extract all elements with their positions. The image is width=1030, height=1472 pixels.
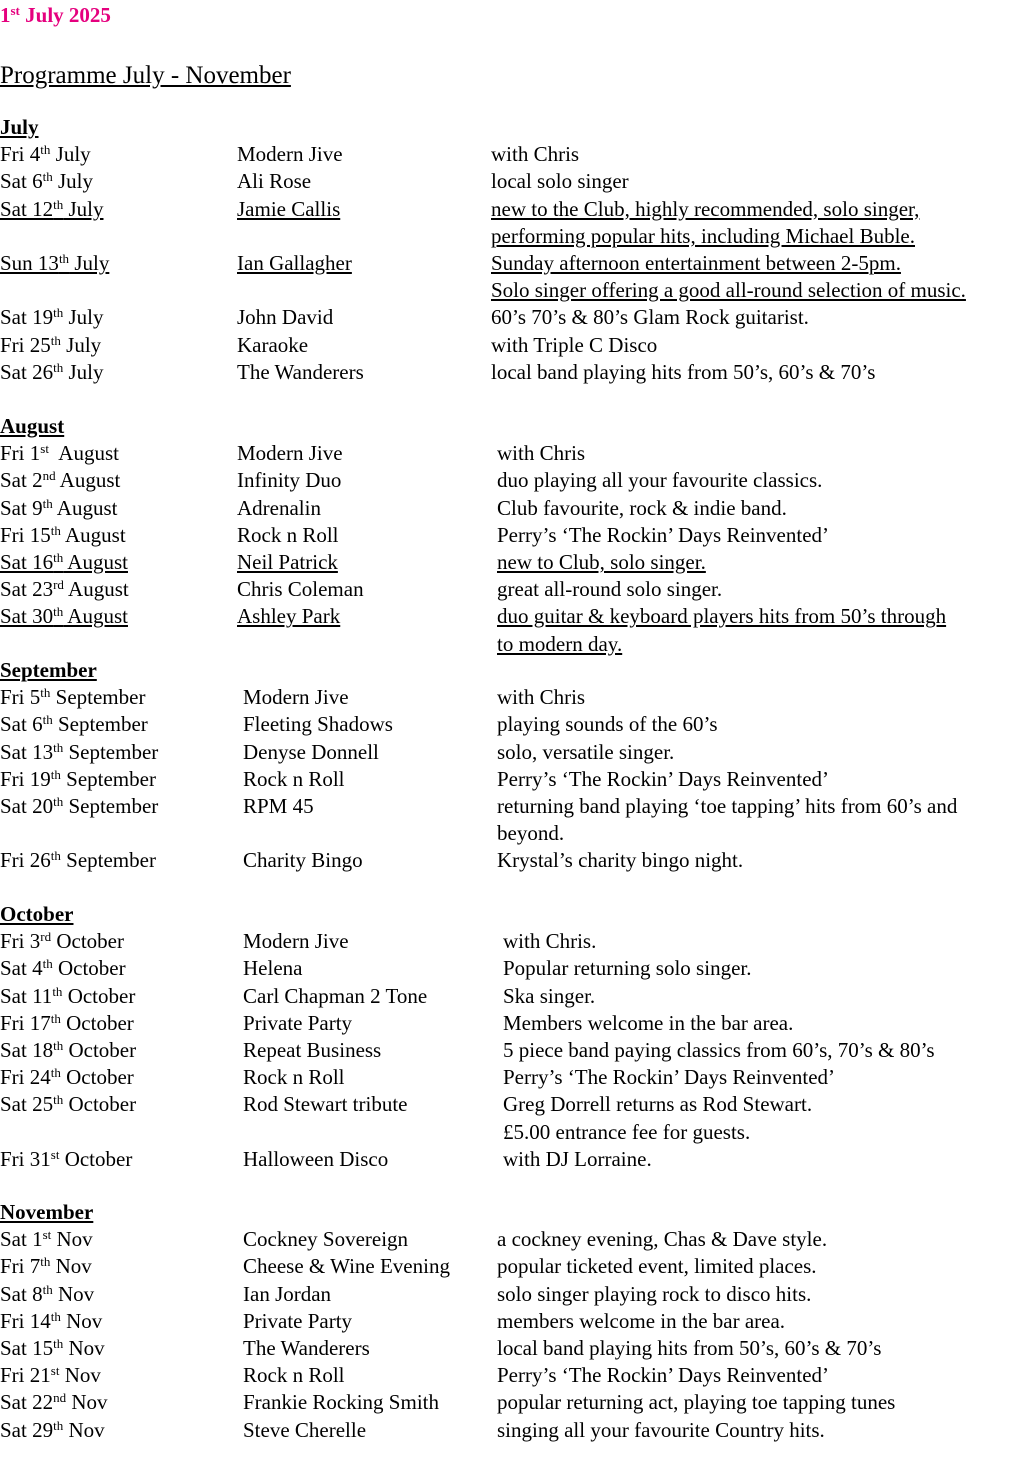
event-day: Sat 15: [0, 1336, 54, 1360]
event-act: Modern Jive: [237, 142, 343, 167]
event-act: Repeat Business: [243, 1038, 382, 1062]
event-act: Denyse Donnell: [243, 739, 379, 764]
event-act: Frankie Rocking Smith: [243, 1390, 439, 1415]
event-ordinal-suffix: nd: [53, 1390, 67, 1406]
event-description: duo guitar & keyboard players hits from 50’s through: [497, 604, 947, 629]
event-day: Fri 4: [0, 142, 41, 167]
event-ordinal-suffix: th: [50, 1065, 61, 1081]
event-ordinal-suffix: nd: [42, 468, 56, 484]
event-day: Fri 25: [0, 332, 51, 357]
event-description: Perry’s ‘The Rockin’ Days Reinvented’: [497, 522, 830, 547]
event-ordinal-suffix: th: [42, 1281, 53, 1297]
event-act: Ali Rose: [237, 169, 312, 194]
month-heading: July: [0, 115, 39, 139]
event-day: Fri 1: [0, 441, 41, 466]
event-date: [0, 1064, 134, 1091]
event-ordinal-suffix: th: [53, 1336, 64, 1351]
month-heading: October: [0, 902, 74, 926]
event-act: Cheese & Wine Evening: [243, 1254, 450, 1279]
event-ordinal-suffix: th: [53, 1038, 64, 1053]
event-description: Solo singer offering a good all-round selection of music.: [491, 278, 966, 303]
event-act: Private Party: [243, 1010, 353, 1035]
event-ordinal-suffix: th: [40, 685, 51, 701]
event-date: [0, 603, 128, 630]
event-month: July: [60, 332, 102, 357]
event-day: Sat 20: [0, 794, 54, 818]
date-ordinal-suffix: st: [10, 3, 20, 18]
event-day: Fri 24: [0, 1065, 51, 1090]
event-day: Sat 30: [0, 604, 54, 629]
event-month: September: [52, 712, 148, 737]
event-act: Karaoke: [237, 332, 309, 357]
event-act: Modern Jive: [243, 685, 349, 710]
event-ordinal-suffix: th: [40, 142, 51, 158]
event-act: Jamie Callis: [237, 196, 341, 221]
date-day: 1: [0, 3, 11, 27]
event-description: duo playing all your favourite classics.: [497, 468, 823, 493]
event-month: October: [51, 929, 124, 954]
event-description: Popular returning solo singer.: [503, 956, 752, 981]
event-month: August: [52, 495, 118, 520]
event-description: singing all your favourite Country hits.: [497, 1417, 825, 1442]
event-day: Fri 14: [0, 1308, 51, 1333]
event-act: Ian Gallagher: [237, 251, 352, 275]
page-title: Programme July - November: [0, 62, 291, 89]
event-description: Ska singer.: [503, 983, 596, 1008]
event-date: [0, 1389, 108, 1416]
event-act: Rock n Roll: [243, 1363, 345, 1388]
event-day: Fri 15: [0, 522, 51, 547]
event-description: Perry’s ‘The Rockin’ Days Reinvented’: [497, 1363, 830, 1388]
event-date: [0, 1281, 94, 1308]
event-day: Sat 18: [0, 1038, 54, 1062]
event-description: Perry’s ‘The Rockin’ Days Reinvented’: [497, 766, 830, 791]
event-day: Sat 11: [0, 983, 53, 1008]
event-ordinal-suffix: th: [53, 196, 64, 212]
event-act: Ian Jordan: [243, 1281, 332, 1306]
event-month: August: [60, 522, 126, 547]
event-date: [0, 739, 158, 766]
event-day: Fri 17: [0, 1010, 51, 1035]
event-day: Sat 4: [0, 956, 43, 981]
event-date: [0, 522, 126, 549]
event-description: popular ticketed event, limited places.: [497, 1254, 817, 1279]
event-act: The Wanderers: [243, 1336, 370, 1360]
event-ordinal-suffix: st: [50, 1146, 60, 1162]
event-description: with Triple C Disco: [491, 332, 658, 357]
event-description: solo, versatile singer.: [497, 739, 675, 764]
event-ordinal-suffix: th: [50, 332, 61, 348]
event-ordinal-suffix: th: [53, 604, 64, 620]
event-description: a cockney evening, Chas & Dave style.: [497, 1227, 828, 1252]
event-description: with Chris: [497, 441, 586, 466]
event-date: [0, 928, 124, 955]
event-date: [0, 684, 145, 711]
event-description: 60’s 70’s & 80’s Glam Rock guitarist.: [491, 305, 809, 330]
event-month: September: [60, 848, 156, 873]
event-month: October: [60, 1010, 134, 1035]
event-date: [0, 440, 119, 467]
event-day: Sat 6: [0, 712, 43, 737]
event-date: [0, 495, 117, 522]
event-ordinal-suffix: th: [58, 251, 70, 266]
event-month: Nov: [59, 1363, 101, 1388]
event-description: Club favourite, rock & indie band.: [497, 495, 787, 520]
event-act: Modern Jive: [243, 929, 349, 954]
event-day: Sun 13: [0, 251, 59, 275]
event-act: Charity Bingo: [243, 848, 363, 873]
event-month: October: [60, 1065, 134, 1090]
event-day: Sat 6: [0, 169, 43, 194]
event-day: Sat 13: [0, 739, 54, 764]
event-day: Sat 16: [0, 550, 54, 574]
event-month: Nov: [50, 1254, 92, 1279]
event-day: Fri 26: [0, 848, 51, 873]
event-month: September: [63, 794, 159, 818]
event-date: [0, 1037, 136, 1064]
event-act: Rock n Roll: [243, 1065, 345, 1090]
event-act: John David: [237, 305, 334, 330]
event-date: [0, 1010, 134, 1037]
event-ordinal-suffix: th: [50, 1010, 61, 1026]
event-ordinal-suffix: th: [50, 848, 61, 864]
event-description: new to Club, solo singer.: [497, 550, 706, 574]
event-description: Perry’s ‘The Rockin’ Days Reinvented’: [503, 1065, 836, 1090]
event-date: [0, 1091, 136, 1118]
event-month: July: [69, 251, 110, 275]
event-ordinal-suffix: th: [40, 1254, 51, 1270]
event-ordinal-suffix: th: [53, 305, 64, 321]
event-month: August: [63, 577, 129, 602]
event-month: Nov: [52, 1281, 95, 1306]
event-month: July: [52, 169, 93, 194]
event-day: Fri 5: [0, 685, 41, 710]
event-date: [0, 793, 158, 820]
event-date: [0, 847, 156, 874]
event-description: returning band playing ‘toe tapping’ hits from 60’s and: [497, 794, 958, 818]
event-date: [0, 576, 129, 603]
event-month: Nov: [63, 1336, 105, 1360]
event-date: [0, 955, 126, 982]
event-description: playing sounds of the 60’s: [497, 712, 718, 737]
event-day: Fri 31: [0, 1146, 51, 1171]
event-ordinal-suffix: th: [53, 359, 64, 375]
event-ordinal-suffix: th: [50, 1308, 61, 1324]
event-act: Neil Patrick: [237, 550, 338, 574]
event-day: Fri 19: [0, 766, 51, 791]
month-heading: November: [0, 1200, 94, 1224]
event-ordinal-suffix: th: [42, 495, 53, 511]
event-date: [0, 983, 135, 1010]
event-month: October: [52, 956, 126, 981]
event-day: Sat 19: [0, 305, 54, 330]
event-act: Infinity Duo: [237, 468, 342, 493]
event-description: popular returning act, playing toe tapping tunes: [497, 1390, 896, 1415]
event-date: [0, 141, 91, 168]
event-act: Modern Jive: [237, 441, 343, 466]
event-ordinal-suffix: th: [42, 956, 53, 972]
event-ordinal-suffix: rd: [53, 577, 64, 593]
event-description: local solo singer: [491, 169, 629, 194]
event-date: [0, 1146, 132, 1173]
event-day: Sat 29: [0, 1417, 54, 1442]
event-description: beyond.: [497, 821, 565, 846]
event-day: Sat 8: [0, 1281, 43, 1306]
event-date: [0, 250, 109, 277]
event-date: [0, 766, 156, 793]
event-description: Krystal’s charity bingo night.: [497, 848, 744, 873]
month-heading: September: [0, 658, 97, 682]
event-date: [0, 1308, 102, 1335]
event-month: July: [63, 196, 104, 221]
event-description: members welcome in the bar area.: [497, 1308, 786, 1333]
event-description: with Chris: [491, 142, 580, 167]
event-date: [0, 168, 93, 195]
document-date: [0, 2, 111, 28]
event-description: great all-round solo singer.: [497, 577, 723, 602]
event-day: Fri 7: [0, 1254, 41, 1279]
event-day: Sat 9: [0, 495, 43, 520]
event-ordinal-suffix: th: [53, 1417, 64, 1433]
event-description: new to the Club, highly recommended, solo singer,: [491, 196, 920, 221]
event-date: [0, 332, 101, 359]
event-act: Cockney Sovereign: [243, 1227, 409, 1252]
event-date: [0, 1417, 105, 1444]
event-date: [0, 1362, 101, 1389]
event-day: Sat 12: [0, 196, 54, 221]
event-act: Rock n Roll: [243, 766, 345, 791]
event-date: [0, 467, 120, 494]
event-act: Rod Stewart tribute: [243, 1092, 408, 1117]
event-ordinal-suffix: rd: [40, 929, 52, 945]
event-day: Sat 23: [0, 577, 54, 602]
event-date: [0, 711, 148, 738]
event-ordinal-suffix: th: [53, 1092, 64, 1108]
event-day: Sat 22: [0, 1390, 54, 1415]
event-month: August: [48, 441, 119, 466]
event-day: Sat 1: [0, 1227, 43, 1252]
month-heading: August: [0, 414, 65, 438]
event-description: £5.00 entrance fee for guests.: [503, 1119, 751, 1144]
event-act: Carl Chapman 2 Tone: [243, 983, 428, 1008]
event-date: [0, 1226, 93, 1253]
event-month: October: [63, 1092, 137, 1117]
event-ordinal-suffix: th: [42, 712, 53, 728]
event-month: September: [60, 766, 156, 791]
event-month: Nov: [66, 1390, 108, 1415]
event-month: July: [63, 359, 104, 384]
event-ordinal-suffix: st: [50, 1363, 60, 1379]
event-description: 5 piece band paying classics from 60’s, 70’s & 80’s: [503, 1038, 935, 1062]
event-act: Adrenalin: [237, 495, 321, 520]
event-month: August: [63, 604, 128, 629]
event-act: Ashley Park: [237, 604, 341, 629]
event-date: [0, 549, 128, 576]
event-month: Nov: [63, 1417, 105, 1442]
event-act: RPM 45: [243, 794, 314, 818]
event-month: September: [63, 739, 159, 764]
event-date: [0, 196, 103, 223]
event-act: Rock n Roll: [237, 522, 339, 547]
event-date: [0, 359, 103, 386]
event-month: October: [63, 1038, 137, 1062]
event-month: October: [62, 983, 136, 1008]
event-date: [0, 304, 103, 331]
event-description: with Chris.: [503, 929, 597, 954]
event-date: [0, 1253, 92, 1280]
event-act: Fleeting Shadows: [243, 712, 393, 737]
event-act: Steve Cherelle: [243, 1417, 367, 1442]
event-day: Fri 3: [0, 929, 41, 954]
event-description: local band playing hits from 50’s, 60’s & 70’s: [491, 359, 876, 384]
event-month: July: [50, 142, 91, 167]
event-description: local band playing hits from 50’s, 60’s & 70’s: [497, 1336, 882, 1360]
event-ordinal-suffix: th: [53, 739, 64, 755]
event-act: Halloween Disco: [243, 1146, 389, 1171]
event-month: August: [55, 468, 121, 493]
event-month: Nov: [60, 1308, 103, 1333]
event-description: with DJ Lorraine.: [503, 1146, 652, 1171]
event-act: The Wanderers: [237, 359, 364, 384]
event-ordinal-suffix: st: [40, 441, 49, 457]
event-ordinal-suffix: th: [53, 550, 64, 565]
event-day: Sat 26: [0, 359, 54, 384]
event-ordinal-suffix: th: [50, 522, 61, 538]
date-month-year: July 2025: [19, 3, 111, 27]
event-ordinal-suffix: st: [42, 1227, 52, 1243]
event-day: Sat 25: [0, 1092, 54, 1117]
event-act: Helena: [243, 956, 303, 981]
event-month: Nov: [51, 1227, 93, 1252]
event-month: October: [59, 1146, 133, 1171]
event-day: Fri 21: [0, 1363, 51, 1388]
event-description: Members welcome in the bar area.: [503, 1010, 794, 1035]
event-act: Chris Coleman: [237, 577, 364, 602]
event-description: solo singer playing rock to disco hits.: [497, 1281, 812, 1306]
event-ordinal-suffix: th: [52, 983, 63, 999]
event-act: Private Party: [243, 1308, 353, 1333]
event-date: [0, 1335, 105, 1362]
event-month: August: [63, 550, 128, 574]
event-description: to modern day.: [497, 631, 623, 656]
event-month: September: [50, 685, 146, 710]
event-description: Sunday afternoon entertainment between 2-5pm.: [491, 251, 901, 275]
event-day: Sat 2: [0, 468, 43, 493]
event-month: July: [63, 305, 104, 330]
event-ordinal-suffix: th: [50, 766, 61, 782]
event-ordinal-suffix: th: [42, 169, 53, 185]
event-description: performing popular hits, including Michael Buble.: [491, 223, 915, 248]
event-description: with Chris: [497, 685, 586, 710]
event-ordinal-suffix: th: [53, 794, 64, 809]
event-description: Greg Dorrell returns as Rod Stewart.: [503, 1092, 813, 1117]
